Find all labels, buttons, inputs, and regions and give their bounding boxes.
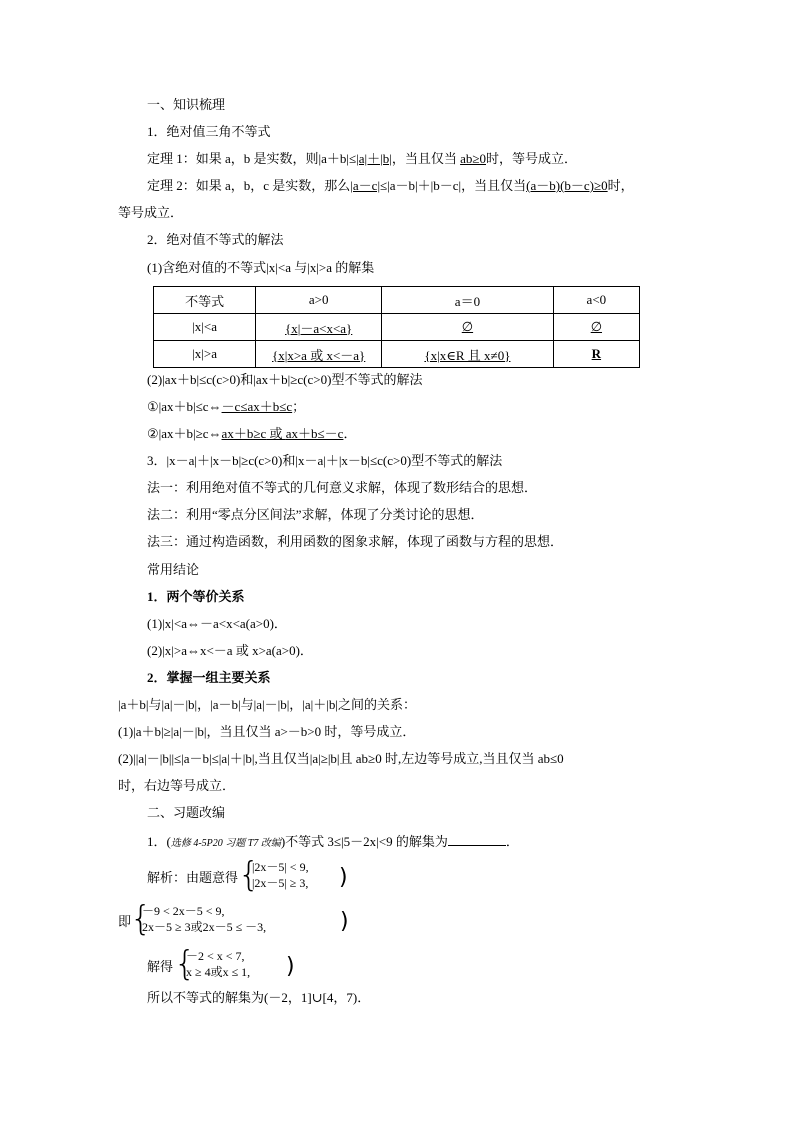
- table-row: [154, 341, 640, 368]
- theorem-1: 定理 1：如果 a，b 是实数，则|a＋b|≤|a|＋|b|，当且仅当 ab≥0时，等号成立．: [147, 151, 578, 166]
- left-brace-3: {: [174, 944, 196, 984]
- left-brace-1: {: [238, 855, 260, 895]
- table-cell: {x|x>a 或 x<－a}: [256, 341, 382, 368]
- right-paren-2: ): [340, 909, 349, 934]
- system-1-line-2: |2x－5| ≥ 3,: [252, 876, 309, 890]
- table-cell: a>0: [256, 287, 382, 314]
- table-cell: |x|>a: [154, 341, 256, 368]
- system-1-line-1: |2x－5| < 9,: [252, 860, 309, 874]
- solution-conclusion: 所以不等式的解集为(－2，1]∪[4，7)．: [147, 990, 371, 1005]
- system-2-line-1: －9 < 2x－5 < 9,: [142, 904, 225, 918]
- table-cell: a＝0: [382, 287, 554, 314]
- system-2-line-2: 2x－5 ≥ 3或2x－5 ≤ －3,: [142, 920, 267, 934]
- method-3: 法三：通过构造函数，利用函数的图象求解，体现了函数与方程的思想．: [147, 534, 564, 549]
- table-cell: {x|x∈R 且 x≠0}: [382, 341, 554, 368]
- right-paren-3: ): [286, 954, 295, 979]
- table-caption: (1)含绝对值的不等式|x|<a 与|x|>a 的解集: [147, 260, 375, 275]
- jiede-label: 解得: [147, 959, 174, 974]
- left-brace-2: {: [130, 899, 152, 939]
- table-cell: ∅: [382, 314, 554, 341]
- right-paren-1: ): [339, 865, 348, 890]
- theorem-2: 定理 2：如果 a，b，c 是实数，那么|a－c|≤|a－b|＋|b－c|，当且仅当(a－b)(b－c)≥0时，: [147, 178, 634, 193]
- relation-2-cont: 时，右边等号成立．: [118, 778, 236, 793]
- table-cell: {x|－a<x<a}: [256, 314, 382, 341]
- relations-intro: |a＋b|与|a|－|b|，|a－b|与|a|－|b|，|a|＋|b|之间的关系：: [118, 697, 416, 712]
- table-cell: ∅: [553, 314, 639, 341]
- section-title-knowledge: 一、知识梳理: [147, 97, 226, 112]
- equivalence-item-2: (2)|x|>a⇔x<－a 或 x>a(a>0)．: [147, 643, 313, 658]
- method-2: 法二：利用“零点分区间法”求解，体现了分类讨论的思想．: [147, 507, 484, 522]
- subheading-equivalences: 1．两个等价关系: [147, 589, 245, 604]
- relation-2: (2)||a|－|b||≤|a－b|≤|a|＋|b|,当且仅当|a|≥|b|且 ab≥0 时,左边等号成立,当且仅当 ab≤0: [118, 751, 564, 766]
- equivalence-item-1: (1)|x|<a⇔－a<x<a(a>0)．: [147, 616, 287, 631]
- subheading-triangle-inequality: 1．绝对值三角不等式: [147, 124, 271, 139]
- answer-blank: [448, 833, 506, 846]
- subheading-solution-methods: 2．绝对值不等式的解法: [147, 232, 284, 247]
- type-2-heading: (2)|ax＋b|≤c(c>0)和|ax＋b|≥c(c>0)型不等式的解法: [147, 372, 423, 387]
- subheading-relations: 2．掌握一组主要关系: [147, 670, 271, 685]
- table-cell: |x|<a: [154, 314, 256, 341]
- problem-1: 1．(选修 4-5P20 习题 T7 改编)不等式 3≤|5－2x|<9 的解集为 ．: [147, 834, 519, 849]
- table-cell: a<0: [553, 287, 639, 314]
- solution-set-table: [153, 286, 640, 368]
- common-conclusions-heading: 常用结论: [147, 562, 200, 577]
- equivalence-2: ②|ax＋b|≥c⇔ax＋b≥c 或 ax＋b≤－c．: [147, 426, 357, 441]
- relation-1: (1)|a＋b|≥|a|－|b|，当且仅当 a>－b>0 时，等号成立．: [118, 724, 416, 739]
- theorem-2-cont: 等号成立．: [118, 205, 184, 220]
- system-3-line-1: －2 < x < 7,: [186, 949, 245, 963]
- method-1: 法一：利用绝对值不等式的几何意义求解，体现了数形结合的思想．: [147, 480, 538, 495]
- equivalence-1: ①|ax＋b|≤c⇔－c≤ax＋b≤c；: [147, 399, 306, 414]
- subheading-type-3: 3．|x－a|＋|x－b|≥c(c>0)和|x－a|＋|x－b|≤c(c>0)型不等式的解法: [147, 453, 503, 468]
- solution-label: 解析：由题意得: [147, 870, 239, 885]
- table-header-row: [154, 287, 640, 314]
- table-cell: R: [553, 341, 639, 368]
- system-3-line-2: x ≥ 4或x ≤ 1,: [186, 965, 251, 979]
- section-title-exercises: 二、习题改编: [147, 805, 226, 820]
- table-row: [154, 314, 640, 341]
- ji-label: 即: [118, 914, 132, 929]
- table-cell: 不等式: [154, 287, 256, 314]
